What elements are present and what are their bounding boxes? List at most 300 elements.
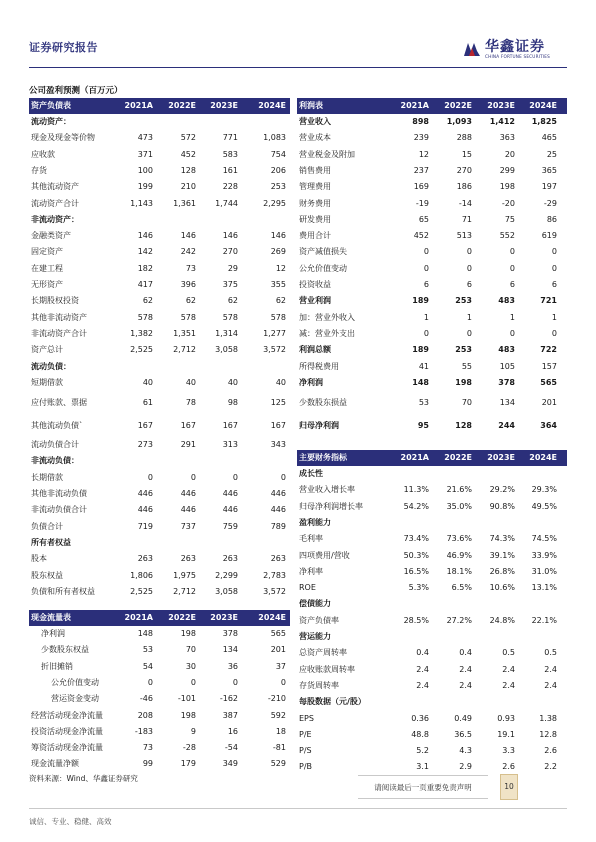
row-value: 1,806 (130, 570, 153, 580)
table-row (29, 244, 290, 260)
row-value: 592 (270, 710, 286, 720)
row-value: 29 (227, 263, 238, 273)
row-value: 0 (509, 263, 515, 273)
row-value: 134 (499, 398, 515, 408)
row-value: 146 (137, 231, 153, 241)
row-value: 364 (540, 421, 557, 431)
table-row (297, 580, 567, 596)
row-label: 现金及现金等价物 (31, 133, 95, 143)
row-value: 3,572 (263, 586, 286, 596)
row-value: 1,361 (173, 198, 196, 208)
row-value: 78 (185, 398, 196, 408)
table-row (29, 502, 290, 518)
row-value: 446 (180, 489, 196, 498)
row-value: 446 (222, 505, 238, 515)
row-value: 6 (509, 280, 515, 289)
table-row (29, 519, 290, 535)
table-row (29, 659, 290, 675)
row-value: 1,975 (173, 570, 196, 580)
row-value: 239 (413, 133, 429, 143)
row-value: 39.1% (489, 550, 515, 560)
row-value: 73 (142, 743, 153, 753)
row-value: 128 (180, 165, 196, 175)
row-value: 46.9% (446, 550, 472, 560)
row-value: 452 (413, 231, 429, 241)
table-row (297, 179, 567, 195)
row-label: 偿债能力 (299, 599, 331, 609)
year-column-header: 2023E (487, 101, 515, 110)
row-value: 198 (499, 182, 515, 192)
row-value: 40 (142, 377, 153, 387)
table-row (297, 391, 567, 414)
row-value: 148 (412, 377, 429, 387)
row-value: 74.5% (531, 534, 557, 544)
row-label: 金融类资产 (31, 231, 71, 241)
row-value: 198 (180, 629, 196, 638)
row-value: 73.4% (403, 534, 429, 544)
row-value: 1,143 (130, 198, 153, 208)
row-label: 折旧摊销 (41, 661, 73, 671)
table-row (297, 114, 567, 130)
balance-sheet-table (29, 98, 290, 600)
row-label: 营业成本 (299, 133, 331, 143)
row-value: 578 (180, 312, 196, 322)
row-value: 73 (185, 263, 196, 273)
row-label: 筹资活动现金净流量 (31, 743, 103, 753)
row-value: 0 (232, 472, 238, 482)
footer-motto: 诚信、专业、稳健、高效 (29, 817, 112, 826)
row-value: -14 (458, 198, 472, 208)
row-value: -183 (134, 726, 153, 736)
table-row (29, 277, 290, 293)
row-label: 资产总计 (31, 345, 63, 355)
row-value: 161 (222, 165, 238, 175)
row-value: 3.1 (416, 762, 429, 772)
row-label: 归母净利润 (299, 421, 339, 431)
table-row (29, 724, 290, 740)
row-label: 盈利能力 (299, 517, 331, 527)
table-row (29, 163, 290, 179)
row-label: 非流动资产： (31, 214, 79, 224)
row-value: 1,382 (130, 328, 153, 338)
row-value: 167 (137, 421, 153, 431)
row-value: 378 (222, 629, 238, 638)
row-value: 299 (499, 165, 515, 175)
row-label: 长期股权投资 (31, 296, 79, 306)
row-label: 股东权益 (31, 570, 63, 580)
page-number: 10 (500, 774, 518, 800)
row-value: 355 (270, 280, 286, 289)
row-value: 3,058 (215, 586, 238, 596)
row-value: 167 (270, 421, 286, 431)
table-row (297, 244, 567, 260)
row-value: 1,093 (446, 117, 472, 126)
row-value: 771 (222, 133, 238, 143)
year-column-header: 2021A (400, 101, 429, 110)
year-column-header: 2022E (444, 101, 472, 110)
row-value: 0.5 (502, 648, 515, 658)
row-label: 其他流动负债` (31, 421, 83, 431)
row-value: 2,712 (173, 586, 196, 596)
row-value: 1.38 (539, 713, 557, 723)
row-value: 62 (142, 296, 153, 306)
row-value: 6 (551, 280, 557, 289)
table-row (297, 212, 567, 228)
table-row (297, 678, 567, 694)
row-value: 291 (180, 440, 196, 450)
table-row (297, 342, 567, 358)
row-value: 759 (222, 521, 238, 531)
row-value: 237 (413, 165, 429, 175)
table-title: 主要财务指标 (299, 453, 347, 462)
row-label: 其他流动资产 (31, 182, 79, 192)
row-value: 179 (180, 759, 196, 769)
source-footnote: 资料来源：Wind、华鑫证券研究 (29, 774, 138, 783)
row-value: 0 (423, 263, 429, 273)
row-value: 722 (540, 345, 557, 355)
row-value: 24.8% (489, 615, 515, 625)
row-value: -210 (267, 694, 286, 704)
row-value: 73.6% (446, 534, 472, 544)
table-row (29, 584, 290, 600)
row-value: 2.4 (502, 680, 515, 690)
row-value: 273 (137, 440, 153, 450)
row-value: 1,083 (263, 133, 286, 143)
row-value: 578 (270, 312, 286, 322)
table-row (29, 130, 290, 146)
row-label: 财务费用 (299, 198, 331, 208)
row-value: 27.2% (446, 615, 472, 625)
row-value: 201 (270, 645, 286, 655)
row-value: -101 (177, 694, 196, 704)
row-value: 71 (461, 214, 472, 224)
row-label: EPS (299, 713, 314, 723)
table-row (297, 694, 567, 710)
row-value: 529 (270, 759, 286, 769)
row-label: 流动负债合计 (31, 440, 79, 450)
row-value: 37 (275, 661, 286, 671)
table-row (297, 531, 567, 547)
row-value: 31.0% (531, 566, 557, 576)
row-label: 长期借款 (31, 472, 63, 482)
row-value: 100 (137, 165, 153, 175)
year-column-header: 2023E (487, 453, 515, 462)
row-label: 净利率 (299, 566, 323, 576)
row-value: 0 (280, 677, 286, 687)
table-row (29, 691, 290, 707)
row-value: 157 (541, 361, 557, 371)
row-label: 资产减值损失 (299, 247, 347, 257)
row-value: 54.2% (403, 501, 429, 511)
row-value: 2.9 (459, 762, 472, 772)
row-value: 1,412 (489, 117, 515, 126)
row-value: 53 (142, 645, 153, 655)
row-label: 存货周转率 (299, 680, 339, 690)
row-value: 789 (270, 521, 286, 531)
row-value: 0 (509, 328, 515, 338)
row-value: 349 (222, 759, 238, 769)
row-value: 483 (498, 345, 515, 355)
table-row (29, 359, 290, 375)
row-label: 总资产周转率 (299, 648, 347, 658)
row-value: 552 (499, 231, 515, 241)
row-value: 70 (185, 645, 196, 655)
row-value: 3.3 (502, 746, 515, 756)
row-value: 1 (509, 312, 515, 322)
row-value: 242 (180, 247, 196, 257)
table-row (297, 645, 567, 661)
logo-mark-icon (463, 39, 481, 57)
row-value: 898 (412, 117, 429, 126)
table-row (29, 114, 290, 130)
row-value: 25 (546, 149, 557, 159)
row-label: 现金流量净额 (31, 759, 79, 769)
row-value: 22.1% (531, 615, 557, 625)
row-value: 446 (137, 489, 153, 498)
row-value: 313 (222, 440, 238, 450)
row-value: 182 (137, 263, 153, 273)
year-column-header: 2024E (529, 453, 557, 462)
row-value: 146 (222, 231, 238, 241)
row-value: 75 (504, 214, 515, 224)
row-label: 流动负债： (31, 361, 71, 371)
table-row (297, 515, 567, 531)
row-value: 619 (541, 231, 557, 241)
row-value: 228 (222, 182, 238, 192)
row-label: 净利润 (299, 377, 323, 387)
row-value: -20 (501, 198, 515, 208)
table-row (297, 743, 567, 759)
row-value: 186 (456, 182, 472, 192)
row-value: 0 (423, 328, 429, 338)
row-label: 固定资产 (31, 247, 63, 257)
row-value: 167 (180, 421, 196, 431)
row-value: 86 (546, 214, 557, 224)
row-label: 投资收益 (299, 280, 331, 289)
row-value: 53 (418, 398, 429, 408)
table-row (29, 708, 290, 724)
key-indicators-table (297, 450, 567, 776)
row-value: 253 (270, 182, 286, 192)
row-value: 20 (504, 149, 515, 159)
table-row (297, 548, 567, 564)
row-value: 0 (509, 247, 515, 257)
row-value: 90.8% (489, 501, 515, 511)
table-row (29, 147, 290, 163)
row-value: 40 (185, 377, 196, 387)
table-row (29, 228, 290, 244)
income-statement-table (297, 98, 567, 437)
row-value: 2,525 (130, 586, 153, 596)
row-value: 148 (137, 629, 153, 638)
table-row (29, 535, 290, 551)
row-value: 125 (270, 398, 286, 408)
row-value: 263 (222, 554, 238, 564)
row-label: P/B (299, 762, 313, 772)
row-value: 210 (180, 182, 196, 192)
row-label: 流动资产： (31, 117, 71, 126)
row-label: 应付账款、票据 (31, 398, 87, 408)
table-row (297, 613, 567, 629)
row-value: 253 (455, 296, 472, 306)
table-row (297, 310, 567, 326)
table-row (297, 147, 567, 163)
table-row (297, 466, 567, 482)
row-label: 非流动资产合计 (31, 328, 87, 338)
row-value: 0.36 (411, 713, 429, 723)
row-value: 40 (227, 377, 238, 387)
row-value: 95 (417, 421, 429, 431)
row-value: 263 (137, 554, 153, 564)
table-row (29, 179, 290, 195)
row-value: 197 (541, 182, 557, 192)
row-label: 应收款 (31, 149, 55, 159)
row-label: ROE (299, 583, 316, 593)
row-value: 452 (180, 149, 196, 159)
row-label: 研发费用 (299, 214, 331, 224)
row-label: 营业收入 (299, 117, 331, 126)
row-value: 2.4 (416, 664, 429, 674)
row-value: 365 (541, 165, 557, 175)
row-value: -46 (139, 694, 153, 704)
row-value: 263 (180, 554, 196, 564)
row-label: 少数股东权益 (41, 645, 89, 655)
table-row (297, 662, 567, 678)
row-value: 199 (137, 182, 153, 192)
row-value: 29.2% (489, 485, 515, 495)
row-value: 105 (499, 361, 515, 371)
year-column-header: 2024E (529, 101, 557, 110)
table-header-row (297, 450, 567, 466)
row-value: 473 (137, 133, 153, 143)
row-value: 40 (275, 377, 286, 387)
row-label: 利润总额 (299, 345, 331, 355)
row-value: 1,744 (215, 198, 238, 208)
row-label: 投资活动现金净流量 (31, 726, 103, 736)
table-row (297, 293, 567, 309)
row-value: 12 (275, 263, 286, 273)
row-value: 99 (142, 759, 153, 769)
row-value: 371 (137, 149, 153, 159)
row-value: 13.1% (531, 583, 557, 593)
table-row (297, 163, 567, 179)
table-row (297, 196, 567, 212)
row-value: -162 (219, 694, 238, 704)
row-value: 565 (270, 629, 286, 638)
row-value: 0 (280, 472, 286, 482)
table-row (29, 342, 290, 358)
row-value: 2,712 (173, 345, 196, 355)
row-value: 26.8% (489, 566, 515, 576)
table-row (297, 759, 567, 775)
row-value: 33.9% (531, 550, 557, 560)
row-value: 50.3% (403, 550, 429, 560)
row-value: 1,314 (215, 328, 238, 338)
row-value: 206 (270, 165, 286, 175)
row-label: 所有者权益 (31, 537, 71, 547)
year-column-header: 2022E (444, 453, 472, 462)
row-value: 54 (142, 661, 153, 671)
row-value: 146 (180, 231, 196, 241)
row-value: 16.5% (403, 566, 429, 576)
row-value: 0 (466, 328, 472, 338)
table-row (297, 564, 567, 580)
row-label: 资产负债率 (299, 615, 339, 625)
row-value: 0 (190, 677, 196, 687)
row-value: 0.5 (544, 648, 557, 658)
row-value: 396 (180, 280, 196, 289)
row-value: 169 (413, 182, 429, 192)
table-row (29, 453, 290, 469)
row-label: 减：营业外支出 (299, 328, 355, 338)
row-label: 成长性 (299, 469, 323, 478)
row-value: 754 (270, 149, 286, 159)
row-label: 营运资金变动 (51, 694, 99, 704)
row-value: 10.6% (489, 583, 515, 593)
table-row (297, 629, 567, 645)
row-value: 0 (232, 677, 238, 687)
row-value: 0 (147, 677, 153, 687)
row-value: 36.5 (454, 729, 472, 739)
row-label: 非流动负债合计 (31, 505, 87, 515)
table-row (29, 675, 290, 691)
disclaimer-note: 请阅读最后一页重要免责声明 (358, 775, 488, 799)
row-label: 公允价值变动 (51, 677, 99, 687)
row-value: 9 (190, 726, 196, 736)
row-value: 483 (498, 296, 515, 306)
row-value: 62 (185, 296, 196, 306)
table-row (297, 261, 567, 277)
year-column-header: 2022E (168, 101, 196, 110)
year-column-header: 2021A (124, 101, 153, 110)
row-value: 2.6 (502, 762, 515, 772)
row-value: 21.6% (446, 485, 472, 495)
row-label: 非流动负债： (31, 456, 79, 466)
row-label: 营业利润 (299, 296, 331, 306)
row-label: 每股数据（元/股） (299, 697, 366, 707)
row-label: 其他非流动负债 (31, 489, 87, 498)
row-value: 3,572 (263, 345, 286, 355)
row-label: 归母净利润增长率 (299, 501, 363, 511)
row-value: 446 (270, 505, 286, 515)
row-value: 343 (270, 440, 286, 450)
row-label: P/E (299, 729, 312, 739)
table-row (29, 740, 290, 756)
row-value: 36 (227, 661, 238, 671)
row-value: 12 (418, 149, 429, 159)
row-value: 5.2 (416, 746, 429, 756)
table-row (29, 293, 290, 309)
row-value: 1,277 (263, 328, 286, 338)
table-row (29, 470, 290, 486)
row-label: 其他非流动资产 (31, 312, 87, 322)
footer-divider (29, 808, 567, 809)
year-column-header: 2024E (258, 101, 286, 110)
row-value: 0 (466, 263, 472, 273)
row-value: 0 (147, 472, 153, 482)
table-row (297, 499, 567, 515)
row-value: 1 (551, 312, 557, 322)
table-row (29, 551, 290, 567)
table-row (29, 437, 290, 453)
row-value: 2,783 (263, 570, 286, 580)
row-value: 201 (541, 398, 557, 408)
row-label: 费用合计 (299, 231, 331, 241)
year-column-header: 2021A (124, 613, 153, 622)
row-value: 2.4 (502, 664, 515, 674)
row-value: 74.3% (489, 534, 515, 544)
row-value: 0 (551, 247, 557, 257)
